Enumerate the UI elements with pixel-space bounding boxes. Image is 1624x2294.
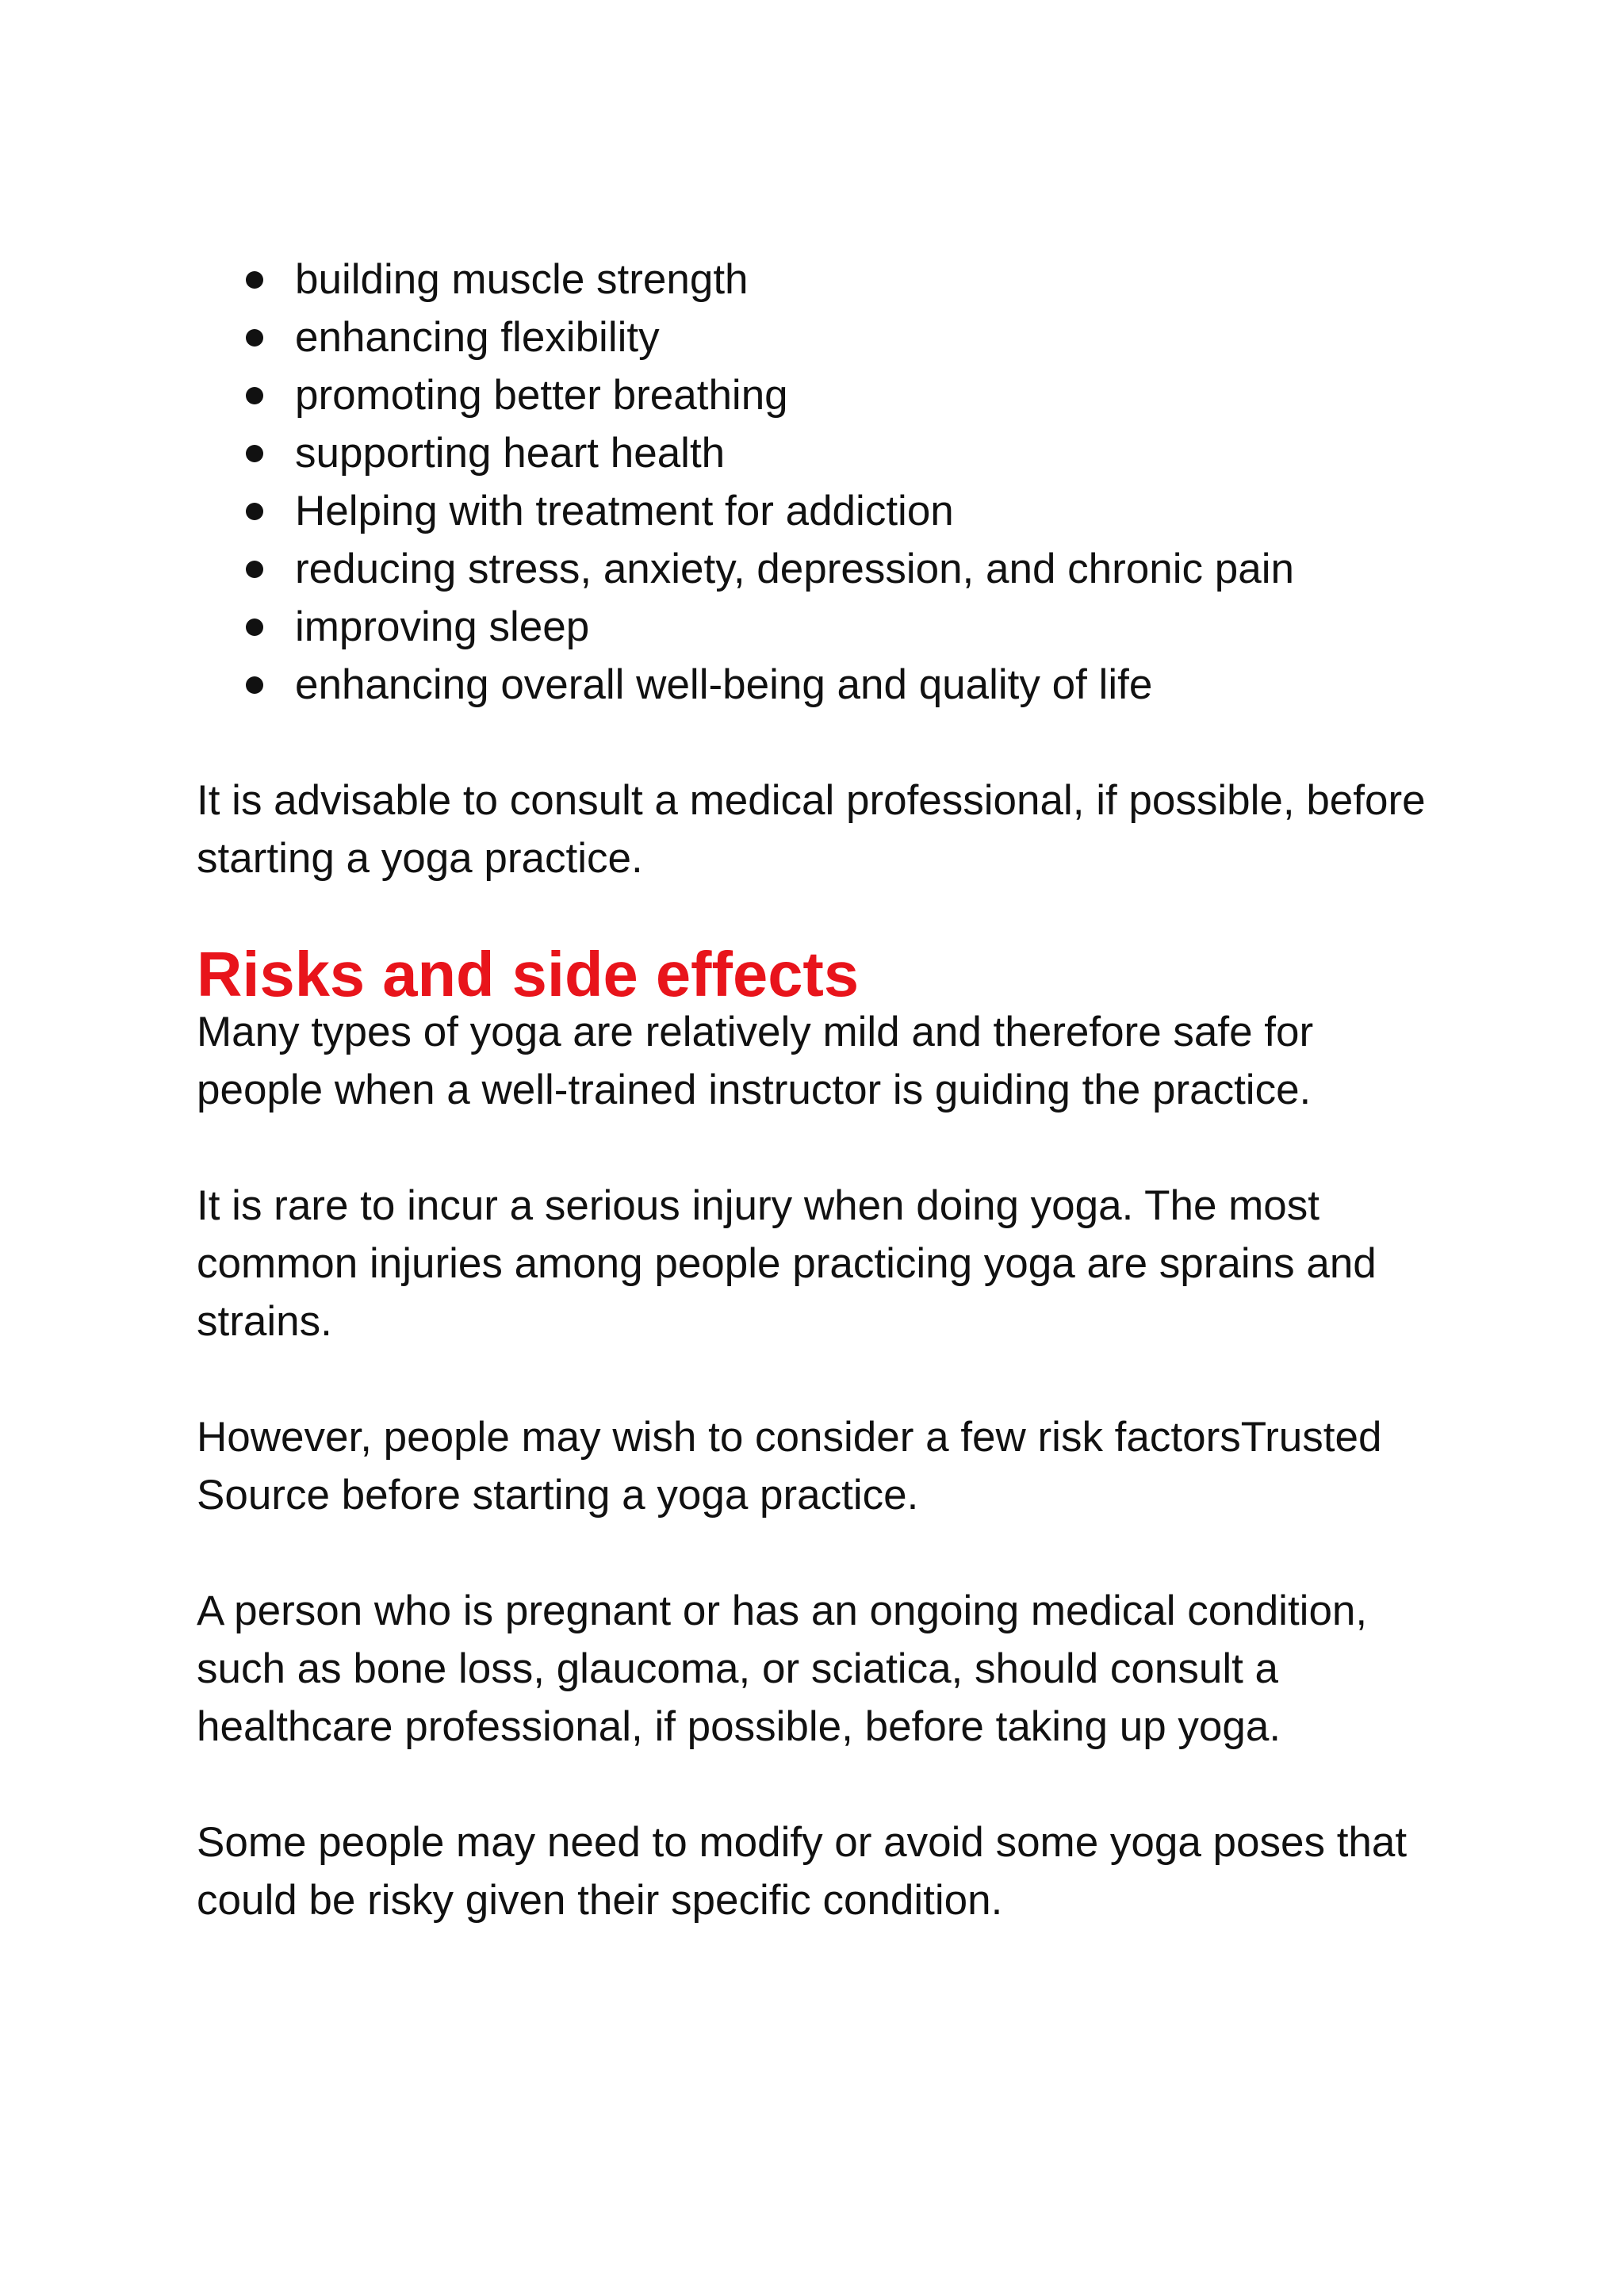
bullet-icon <box>246 676 263 694</box>
list-item <box>197 482 1434 540</box>
risks-paragraph: It is rare to incur a serious injury when doing yoga. The most common injuries among people practicing yoga are sprains and strains. <box>197 1182 1377 1345</box>
spacer <box>197 887 1434 945</box>
list-item <box>197 308 1434 366</box>
document-body <box>197 251 1434 1929</box>
advice-paragraph: It is advisable to consult a medical professional, if possible, before starting a yoga practice. <box>197 777 1426 882</box>
list-item <box>197 656 1434 714</box>
list-item <box>197 424 1434 482</box>
list-item-text: building muscle strength <box>295 256 749 303</box>
risks-paragraph: However, people may wish to consider a few risk factorsTrusted Source before starting a yoga practice. <box>197 1414 1382 1518</box>
bullet-icon <box>246 387 263 404</box>
list-item <box>197 540 1434 598</box>
risks-heading: Risks and side effects <box>197 939 860 1009</box>
spacer <box>197 1350 1434 1408</box>
bullet-icon <box>246 329 263 347</box>
bullet-icon <box>246 503 263 520</box>
list-item <box>197 598 1434 656</box>
risks-paragraph: A person who is pregnant or has an ongoing medical condition, such as bone loss, glaucoma, or sciatica, should consult a healthcare professional, if possible, before taking up yoga. <box>197 1587 1368 1750</box>
spacer <box>197 1756 1434 1813</box>
bullet-icon <box>246 561 263 578</box>
list-item <box>197 251 1434 308</box>
list-item-text: supporting heart health <box>295 430 726 477</box>
bullet-icon <box>246 618 263 636</box>
risks-paragraph: Many types of yoga are relatively mild and therefore safe for people when a well-trained instructor is guiding the practice. <box>197 1009 1314 1113</box>
benefits-list <box>197 251 1434 714</box>
spacer <box>197 1524 1434 1582</box>
bullet-icon <box>246 271 263 289</box>
list-item-text: improving sleep <box>295 603 590 650</box>
spacer <box>197 1119 1434 1177</box>
list-item-text: Helping with treatment for addiction <box>295 488 954 534</box>
list-item-text: enhancing flexibility <box>295 314 660 361</box>
list-item-text: reducing stress, anxiety, depression, and chronic pain <box>295 546 1294 592</box>
list-item-text: enhancing overall well-being and quality of life <box>295 661 1153 708</box>
bullet-icon <box>246 445 263 462</box>
list-item <box>197 366 1434 424</box>
list-item-text: promoting better breathing <box>295 372 788 419</box>
risks-paragraph: Some people may need to modify or avoid some yoga poses that could be risky given their specific condition. <box>197 1819 1408 1924</box>
spacer <box>197 714 1434 772</box>
